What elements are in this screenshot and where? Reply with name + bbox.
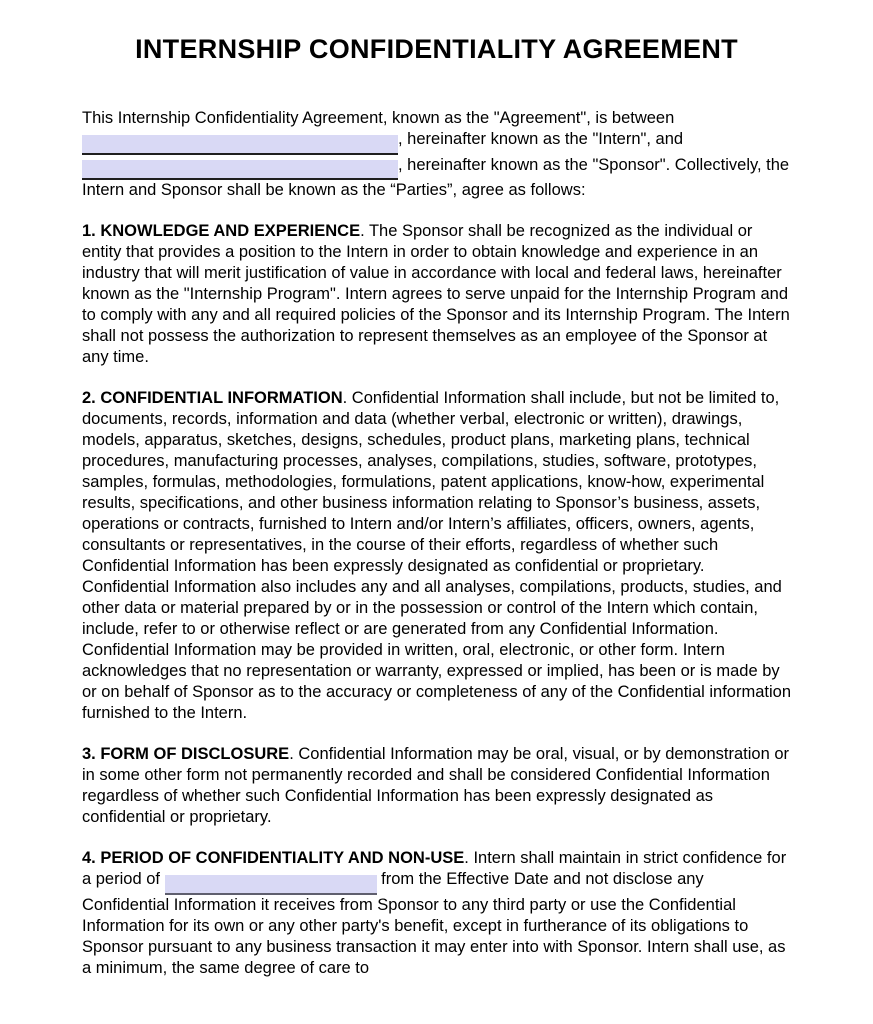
intro-text-before-intern: This Internship Confidentiality Agreement, known as the "Agreement", is between	[82, 109, 675, 127]
section-4-body-after-period: from the Effective Date and not disclose any Confidential Information it receives from Sponsor to any third party or use the Confidential Information for its own or any other party's benefit, except in furtherance of its obligations to Sponsor pursuant to any business transaction it may enter into with Sponsor. Intern shall use, as a minimum, the same degree of care to	[82, 870, 786, 977]
section-1-heading: 1. KNOWLEDGE AND EXPERIENCE	[82, 222, 361, 240]
confidentiality-period-field[interactable]	[165, 875, 377, 895]
section-4-heading: 4. PERIOD OF CONFIDENTIALITY AND NON-USE	[82, 849, 465, 867]
section-3-heading: 3. FORM OF DISCLOSURE	[82, 745, 290, 763]
section-knowledge-and-experience	[82, 221, 791, 368]
intro-text-after-intern: , hereinafter known as the "Intern", and	[398, 130, 684, 148]
section-2-body: . Confidential Information shall include, but not be limited to, documents, records, information and data (whether verbal, electronic or written), drawings, models, apparatus, sketches, designs, schedules, product plans, marketing plans, technical procedures, manufacturing processes, analyses, compilations, studies, software, prototypes, samples, formulas, methodologies, formulations, patent applications, know-how, experimental results, specifications, and other business information relating to Sponsor’s business, assets, operations or contracts, furnished to Intern and/or Intern’s affiliates, officers, owners, agents, consultants or representatives, in the course of their efforts, regardless of whether such Confidential Information has been expressly designated as confidential or proprietary. Confidential Information also includes any and all analyses, compilations, products, studies, and other data or material prepared by or in the possession or control of the Intern which contain, include, refer to or otherwise reflect or are generated from any Confidential Information. Confidential Information may be provided in written, oral, electronic, or other form. Intern acknowledges that no representation or warranty, expressed or implied, has been or is made by or on behalf of Sponsor as to the accuracy or completeness of any of the Confidential information furnished to the Intern.	[82, 389, 791, 722]
intro-text-after-sponsor: , hereinafter known as the "Sponsor". Collectively, the Intern and Sponsor shall be known as the “Parties”, agree as follows:	[82, 155, 790, 199]
intro-paragraph	[82, 108, 791, 201]
section-form-of-disclosure	[82, 744, 791, 828]
section-2-heading: 2. CONFIDENTIAL INFORMATION	[82, 389, 343, 407]
section-3-body: . Confidential Information may be oral, visual, or by demonstration or in some other form not permanently recorded and shall be considered Confidential Information regardless of whether such Confidential Information has been expressly designated as confidential or proprietary.	[82, 745, 790, 826]
section-1-body: . The Sponsor shall be recognized as the individual or entity that provides a position to the Intern in order to obtain knowledge and experience in an industry that will merit justification of value in accordance with local and federal laws, hereinafter known as the "Internship Program". Intern agrees to serve unpaid for the Internship Program and to comply with any and all required policies of the Sponsor and its Internship Program. The Intern shall not possess the authorization to represent themselves as an employee of the Sponsor at any time.	[82, 222, 790, 366]
section-period-of-confidentiality	[82, 848, 791, 979]
intern-name-field[interactable]	[82, 135, 398, 155]
document-title: INTERNSHIP CONFIDENTIALITY AGREEMENT	[135, 34, 738, 64]
sponsor-name-field[interactable]	[82, 160, 398, 180]
section-4-body-before-period: . Intern shall maintain in strict confidence for a period of	[82, 849, 787, 888]
section-confidential-information	[82, 388, 791, 724]
